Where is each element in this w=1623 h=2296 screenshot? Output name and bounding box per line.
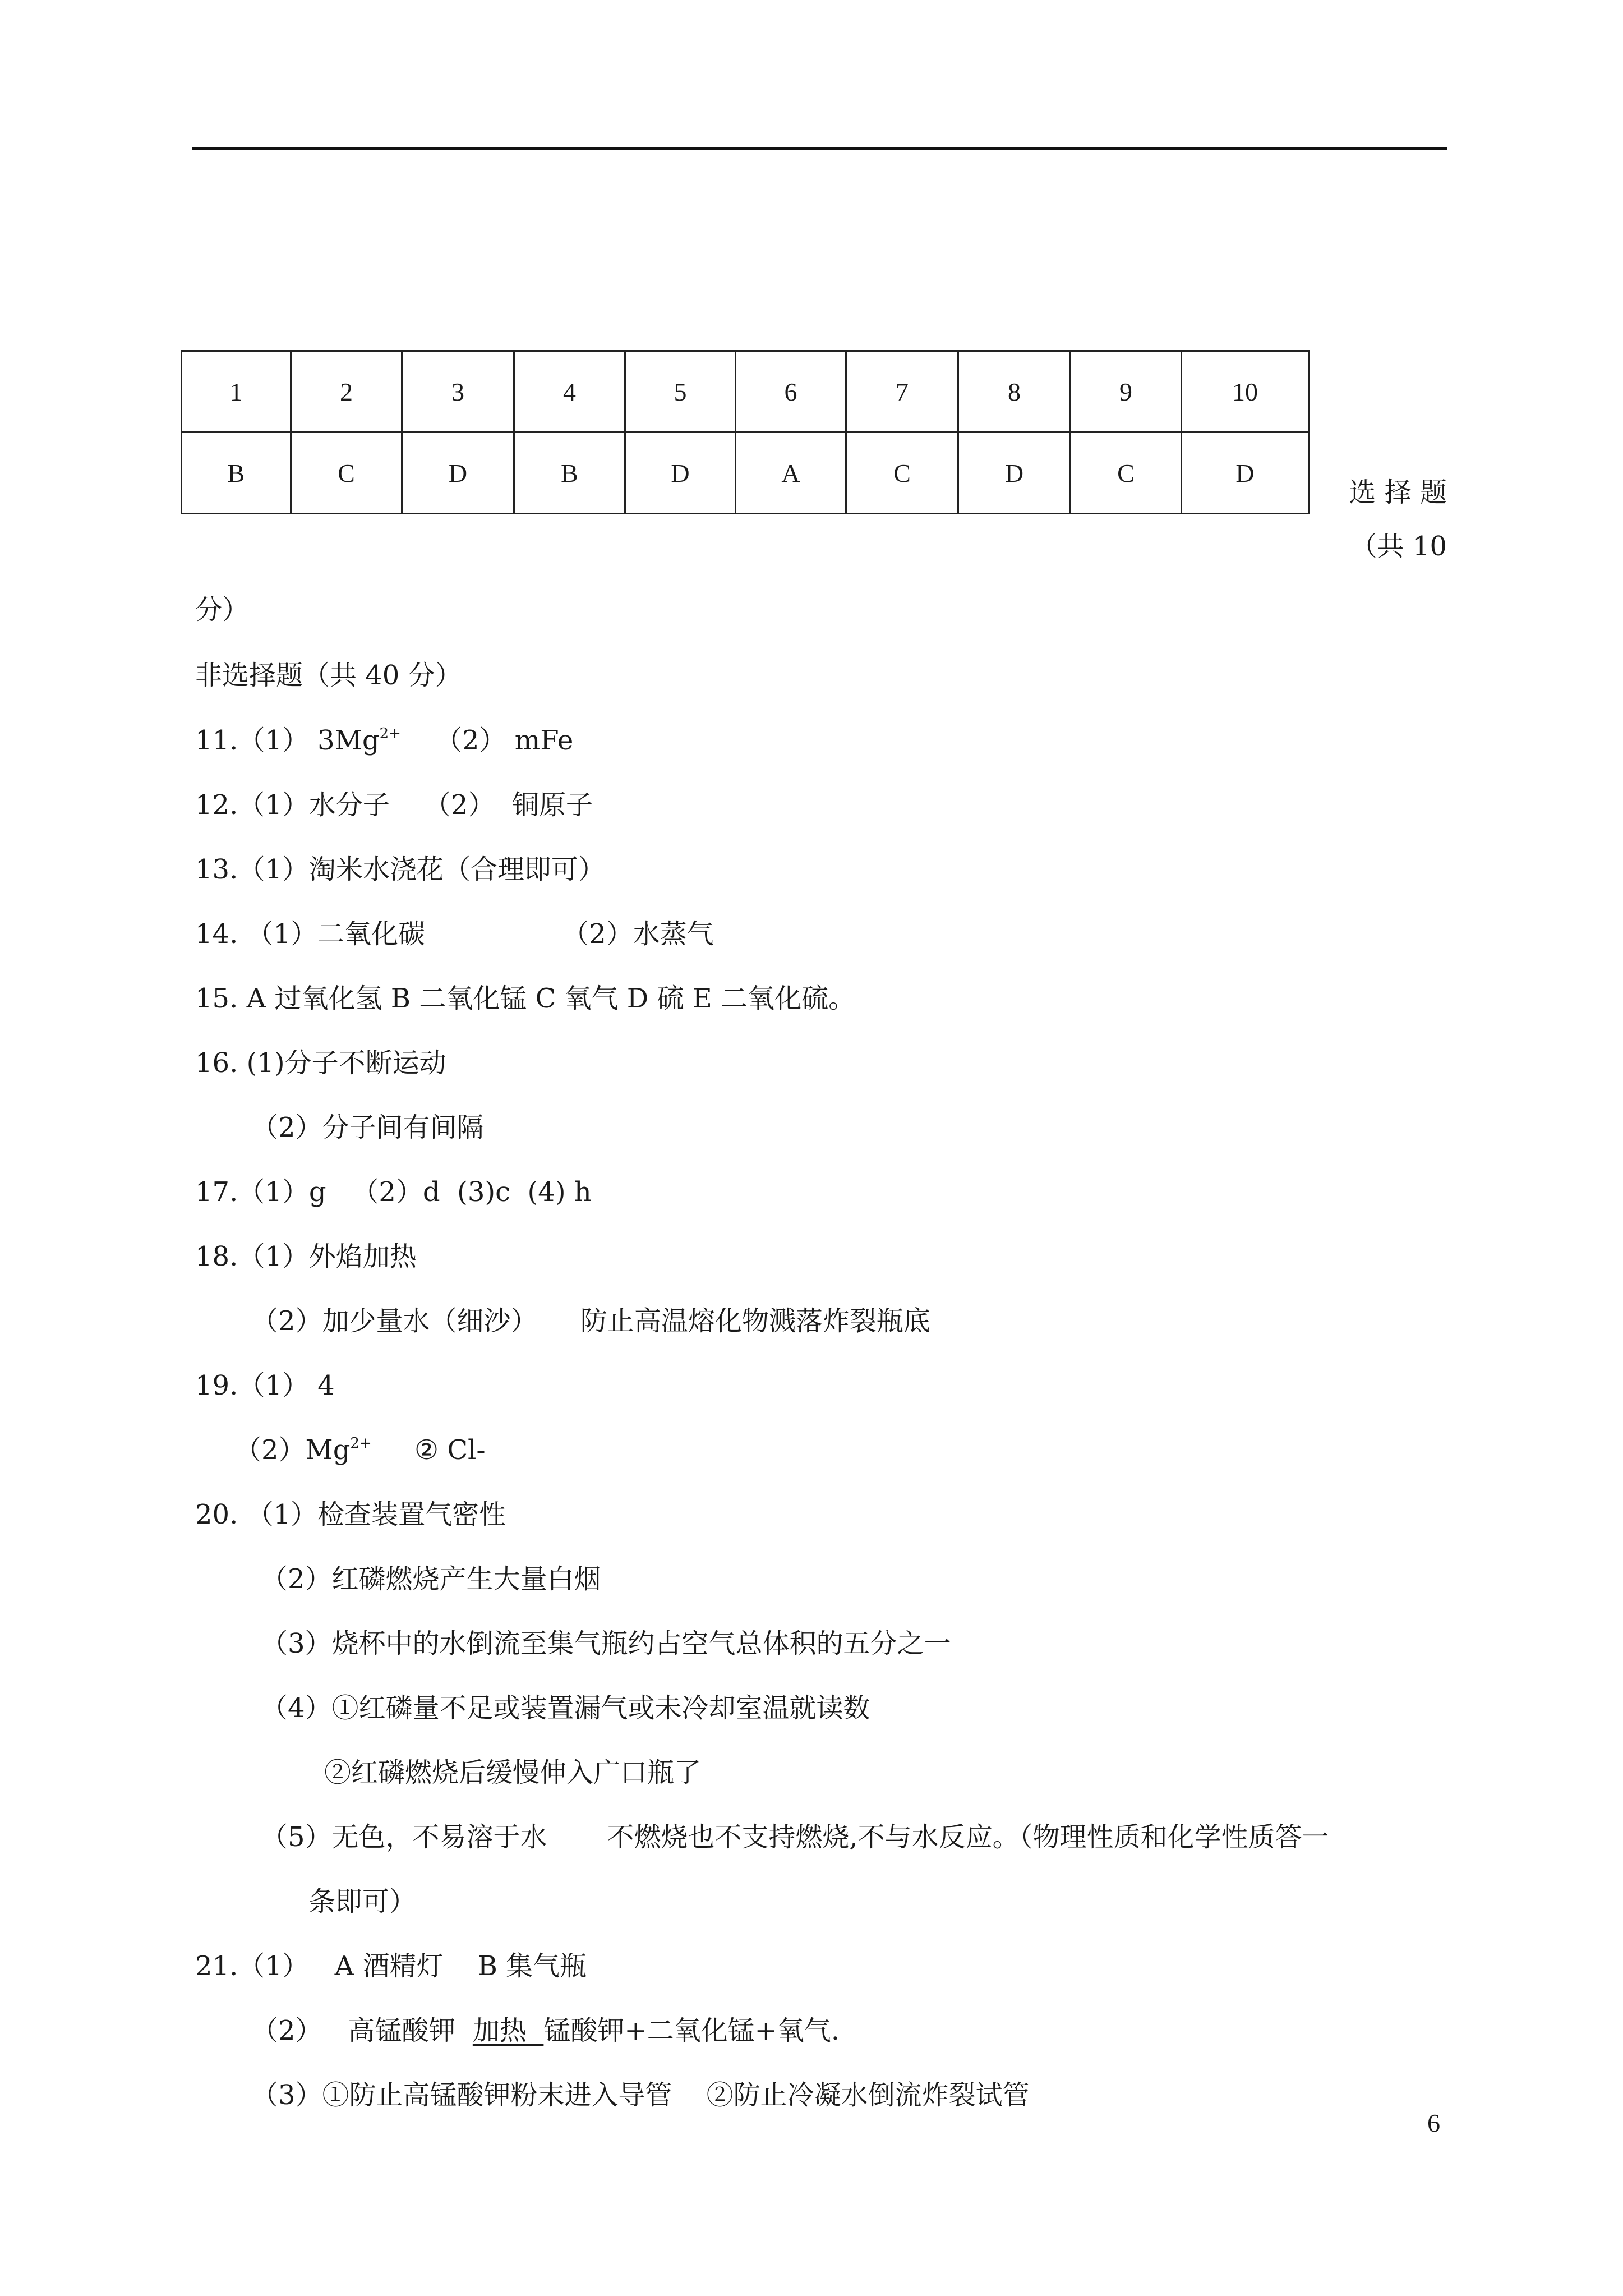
question-number: 5 [625, 351, 736, 432]
answer-line-20-3: （3）烧杯中的水倒流至集气瓶约占空气总体积的五分之一 [261, 1628, 951, 1659]
charge-superscript: 2+ [350, 1435, 372, 1452]
answer-line-12: 12.（1）水分子 （2） 铜原子 [195, 789, 593, 821]
answer-cell: D [625, 432, 736, 514]
question-number: 9 [1071, 351, 1182, 432]
question-number: 3 [402, 351, 514, 432]
answer-cell: B [514, 432, 625, 514]
answer-line-16-2: （2）分子间有间隔 [251, 1112, 484, 1143]
question-number: 8 [958, 351, 1071, 432]
answer-line-17: 17.（1）g （2）d (3)c (4) h [195, 1176, 592, 1208]
answer-table-number-row [182, 351, 1309, 432]
answer-line-19: 19.（1） 4 [195, 1370, 335, 1401]
question-number: 6 [736, 351, 846, 432]
answer-line-20-4: （4）①红磷量不足或装置漏气或未冷却室温就读数 [261, 1692, 870, 1724]
header-rule [192, 147, 1447, 150]
answer-text: 锰酸钾+二氧化锰+氧气. [543, 2015, 840, 2046]
charge-superscript: 2+ [379, 725, 401, 742]
answer-cell: A [736, 432, 846, 514]
answer-cell: C [1071, 432, 1182, 514]
answer-cell: D [958, 432, 1071, 514]
section-heading: 非选择题（共 40 分） [195, 660, 462, 691]
question-number: 7 [846, 351, 958, 432]
answer-cell: D [1182, 432, 1309, 514]
answer-cell: D [402, 432, 514, 514]
answer-line-21-3: （3）①防止高锰酸钾粉末进入导管 ②防止冷凝水倒流炸裂试管 [251, 2079, 1030, 2111]
answer-table-answer-row [182, 432, 1309, 514]
answer-cell: B [182, 432, 291, 514]
answer-line-13: 13.（1）淘米水浇花（合理即可） [195, 854, 605, 885]
answer-line-20-5b: 条即可） [308, 1886, 417, 1917]
section-note-end: 分） [195, 594, 250, 625]
answer-line-15: 15. A 过氧化氢 B 二氧化锰 C 氧气 D 硫 E 二氧化硫。 [195, 983, 856, 1014]
answer-line-18-2: （2）加少量水（细沙） 防止高温熔化物溅落炸裂瓶底 [251, 1305, 930, 1337]
answer-line-20-2: （2）红磷燃烧产生大量白烟 [261, 1563, 601, 1595]
answer-table [181, 350, 1310, 514]
section-note-line: 选 择 题 [1349, 477, 1447, 508]
answer-line-18: 18.（1）外焰加热 [195, 1241, 417, 1272]
answer-cell: C [846, 432, 958, 514]
reaction-condition: 加热 [472, 2015, 544, 2046]
question-number: 4 [514, 351, 625, 432]
page-number: 6 [1427, 2109, 1440, 2137]
answer-cell: C [291, 432, 402, 514]
answer-line-14: 14. （1）二氧化碳 （2）水蒸气 [195, 918, 714, 950]
answer-line-11 [195, 724, 573, 757]
answer-line-21: 21.（1） A 酒精灯 B 集气瓶 [195, 1950, 587, 1982]
answer-line-19-2 [234, 1433, 486, 1467]
answer-text: ② Cl- [371, 1434, 486, 1466]
question-number: 1 [182, 351, 291, 432]
section-note [1335, 466, 1447, 573]
answer-line-20: 20. （1）检查装置气密性 [195, 1499, 506, 1530]
answer-text: （2）Mg [234, 1434, 351, 1466]
section-note-line: （共 10 [1350, 531, 1447, 562]
question-number: 10 [1182, 351, 1309, 432]
question-number: 2 [291, 351, 402, 432]
answer-text: 11.（1） 3Mg [195, 725, 380, 756]
answer-line-20-4b: ②红磷燃烧后缓慢伸入广口瓶了 [324, 1757, 702, 1788]
answer-text: （2） 高锰酸钾 [251, 2015, 473, 2046]
answer-line-21-2 [251, 2014, 840, 2047]
answer-line-20-5: （5）无色，不易溶于水 不燃烧也不支持燃烧,不与水反应。（物理性质和化学性质答一 [261, 1821, 1329, 1853]
answer-line-16: 16. (1)分子不断运动 [195, 1047, 446, 1079]
answer-text: （2） mFe [400, 725, 574, 756]
